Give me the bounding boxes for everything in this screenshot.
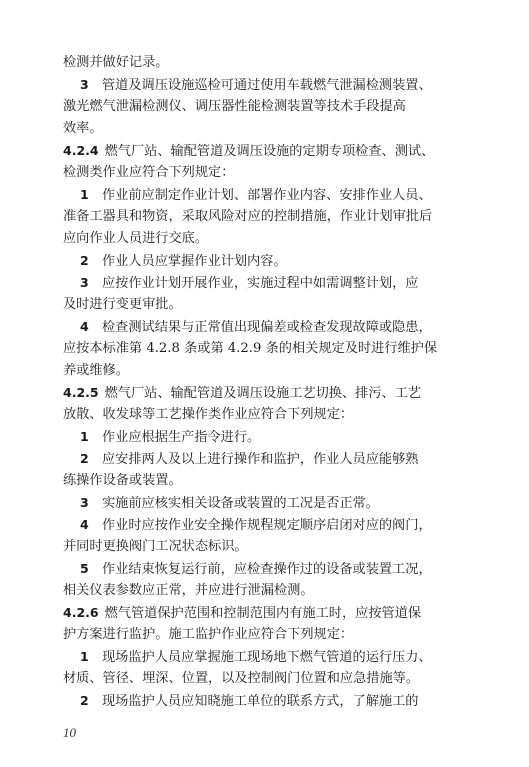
text-line: 放散、收发球等工艺操作类作业应符合下列规定： (63, 407, 354, 422)
text-line: 并同时更换阀门工况状态标识。 (63, 539, 248, 554)
item-number: 3 (80, 275, 89, 290)
text-line: 3 应按作业计划开展作业，实施过程中如需调整计划，应 (80, 272, 473, 293)
text-line: 练操作设备或装置。 (63, 473, 182, 488)
line-text: 现场监护人员应掌握施工现场地下燃气管道的运行压力、 (102, 650, 432, 665)
text-line: 4 作业时应按作业安全操作规程规定顺序启闭对应的阀门， (80, 514, 473, 535)
item-number: 3 (80, 77, 89, 92)
clause-number: 4.2.5 (63, 385, 99, 400)
text-line: 检测类作业应符合下列规定： (63, 165, 235, 180)
clause-number: 4.2.6 (63, 605, 99, 620)
text-line: 激光燃气泄漏检测仪、调压器性能检测装置等技术手段提高 (63, 99, 406, 114)
item-number: 5 (80, 561, 89, 576)
text-line: 1 作业前应制定作业计划、部署作业内容、安排作业人员、 (80, 184, 473, 205)
text-line: 效率。 (63, 121, 103, 136)
item-number: 3 (80, 495, 89, 510)
text-line: 2 应安排两人及以上进行操作和监护，作业人员应能够熟 (80, 448, 473, 469)
text-line: 1 作业应根据生产指令进行。 (80, 426, 473, 447)
line-text: 现场监护人员应知晓施工单位的联系方式，了解施工的 (102, 694, 419, 709)
text-line: 3 管道及调压设施巡检可通过使用车载燃气泄漏检测装置、 (80, 74, 473, 95)
text-line: 2 作业人员应掌握作业计划内容。 (80, 250, 473, 271)
clause-heading: 4.2.5 燃气厂站、输配管道及调压设施工艺切换、排污、工艺 (63, 385, 422, 401)
clause-number: 4.2.4 (63, 143, 99, 158)
text-line: 5 作业结束恢复运行前，应检查操作过的设备或装置工况， (80, 558, 473, 579)
item-number: 4 (80, 319, 89, 334)
clause-heading: 4.2.6 燃气管道保护范围和控制范围内有施工时，应按管道保 (63, 605, 422, 621)
text-line: 养或维修。 (63, 363, 129, 378)
text-line: 应按本标准第 4.2.8 条或第 4.2.9 条的相关规定及时进行维护保 (63, 341, 438, 356)
text-line: 准备工器具和物资，采取风险对应的控制措施，作业计划审批后 (63, 209, 433, 224)
item-number: 2 (80, 451, 89, 466)
item-number: 1 (80, 649, 89, 664)
clause-heading: 4.2.4 燃气厂站、输配管道及调压设施的定期专项检查、测试、 (63, 143, 435, 159)
item-number: 4 (80, 517, 89, 532)
text-line: 护方案进行监护。施工监护作业应符合下列规定： (63, 627, 354, 642)
item-number: 1 (80, 187, 89, 202)
text-line: 及时进行变更审批。 (63, 297, 182, 312)
text-line (80, 646, 473, 667)
line-text: 材质、管径、埋深、位置，以及控制阀门位置和应急措施等。 (63, 671, 420, 686)
text-line: 应向作业人员进行交底。 (63, 231, 209, 246)
text-line: 相关仪表参数应正常，并应进行泄漏检测。 (63, 583, 314, 598)
item-number: 2 (80, 693, 89, 708)
page-number: 10 (63, 725, 76, 740)
text-line (80, 690, 473, 711)
text-line: 检测并做好记录。 (63, 55, 169, 70)
item-number: 2 (80, 253, 89, 268)
text-line: 4 检查测试结果与正常值出现偏差或检查发现故障或隐患， (80, 316, 473, 337)
text-line (63, 668, 473, 689)
item-number: 1 (80, 429, 89, 444)
text-line: 3 实施前应核实相关设备或装置的工况是否正常。 (80, 492, 473, 513)
